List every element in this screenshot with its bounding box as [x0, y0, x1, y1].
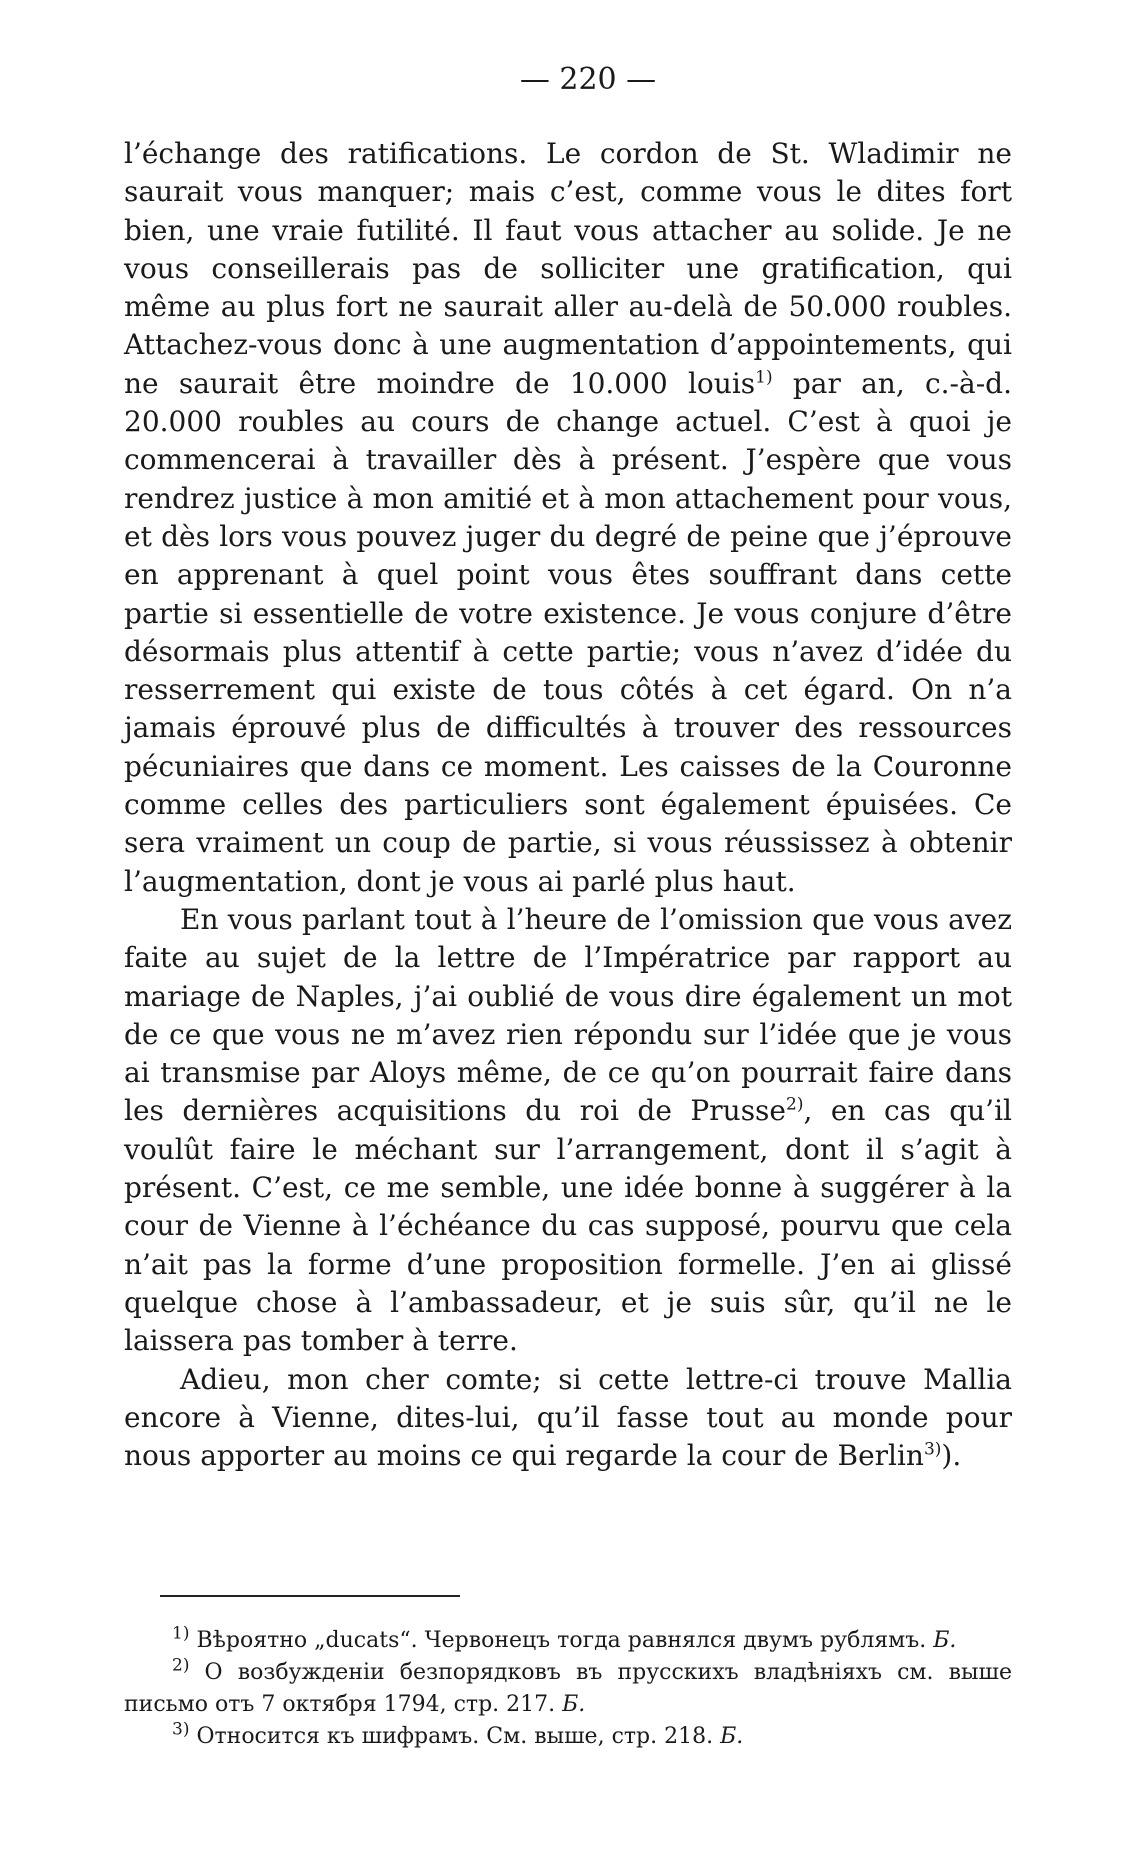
- footnote-1-text: Вѣроятно „ducats“. Червонецъ тогда равнялся двумъ рублямъ.: [189, 1628, 934, 1654]
- footnote-1-mark: 1): [172, 1624, 190, 1645]
- paragraph-3-text-a: Adieu, mon cher comte; si cette lettre-ci trouve Mallia encore à Vienne, dites-lui, qu’il fasse tout au monde pour nous apporter au moins ce qui regarde la cour de Berlin: [124, 1362, 1012, 1473]
- footnote-ref-2: 2): [786, 1095, 804, 1116]
- paragraph-1-text-a: l’échange des ratifications. Le cordon de St. Wladimir ne saurait vous manquer; mais c’est, comme vous le dites fort bien, une vraie futilité. Il faut vous attacher au solide. Je ne vous conseillerais pas de solliciter une gratification, qui même au plus fort ne saurait aller au-delà de 50.000 roubles. Attachez-vous donc à une augmentation d’appointements, qui ne saurait être moindre de 10.000 louis: [124, 137, 1012, 400]
- page-number: — 220 —: [519, 62, 657, 97]
- letter-body: [124, 135, 1012, 1475]
- paragraph-1-text-b: par an, c.-à-d. 20.000 roubles au cours de change actuel. C’est à quoi je commencerai à travailler dès à présent. J’espère que vous rendrez justice à mon amitié et à mon attachement pour vous, et dès lors vous pouvez juger du degré de peine que j’éprouve en apprenant à quel point vous êtes souffrant dans cette partie si essentielle de votre existence. Je vous conjure d’être désormais plus attentif à cette partie; vous n’avez d’idée du resserrement qui existe de tous côtés à cet égard. On n’a jamais éprouvé plus de difficultés à trouver des ressources pécuniaires que dans ce moment. Les caisses de la Couronne comme celles des particuliers sont également épuisées. Ce sera vraiment un coup de partie, si vous réussissez à obtenir l’augmentation, dont je vous ai parlé plus haut.: [124, 366, 1012, 898]
- footnote-2-mark: 2): [172, 1656, 190, 1677]
- paragraph-2-text-b: , en cas qu’il voulût faire le méchant sur l’arrangement, dont il s’agit à présent. C’est, ce me semble, une idée bonne à suggérer à la cour de Vienne à l’échéance du cas supposé, pourvu que cela n’ait pas la forme d’une proposition formelle. J’en ai glissé quelque chose à l’ambassadeur, et je suis sûr, qu’il ne le laissera pas tomber à terre.: [124, 1094, 1012, 1358]
- footnote-3: [124, 1721, 1012, 1753]
- footnote-1-signature: Б.: [933, 1628, 957, 1654]
- footnote-ref-3: 3): [923, 1439, 942, 1460]
- footnote-3-mark: 3): [172, 1720, 190, 1741]
- footnote-ref-1: 1): [755, 367, 773, 388]
- footnote-3-signature: Б.: [720, 1724, 744, 1750]
- footnote-divider: [160, 1595, 460, 1597]
- footnote-1: [124, 1625, 1012, 1657]
- paragraph-2-text-a: En vous parlant tout à l’heure de l’omission que vous avez faite au sujet de la lettre de l’Impératrice par rapport au mariage de Naples, j’ai oublié de vous dire également un mot de ce que vous ne m’avez rien répondu sur l’idée que je vous ai transmise par Aloys même, de ce qu’on pourrait faire dans les dernières acquisitions du roi de Prusse: [124, 902, 1012, 1128]
- footnote-3-text: Относится къ шифрамъ. См. выше, стр. 218.: [189, 1724, 721, 1750]
- footnote-2: [124, 1657, 1012, 1721]
- paragraph-2: [124, 901, 1012, 1361]
- paragraph-3-text-b: ).: [941, 1439, 962, 1473]
- footnote-2-text: О возбужденіи безпорядковъ въ прусскихъ владѣніяхъ см. выше письмо отъ 7 октября 1794, стр. 217.: [124, 1660, 1012, 1718]
- paragraph-3: [124, 1361, 1012, 1476]
- footnotes: [124, 1625, 1012, 1753]
- book-page: [124, 62, 1012, 1753]
- footnote-2-signature: Б.: [562, 1692, 586, 1718]
- paragraph-1: [124, 135, 1012, 901]
